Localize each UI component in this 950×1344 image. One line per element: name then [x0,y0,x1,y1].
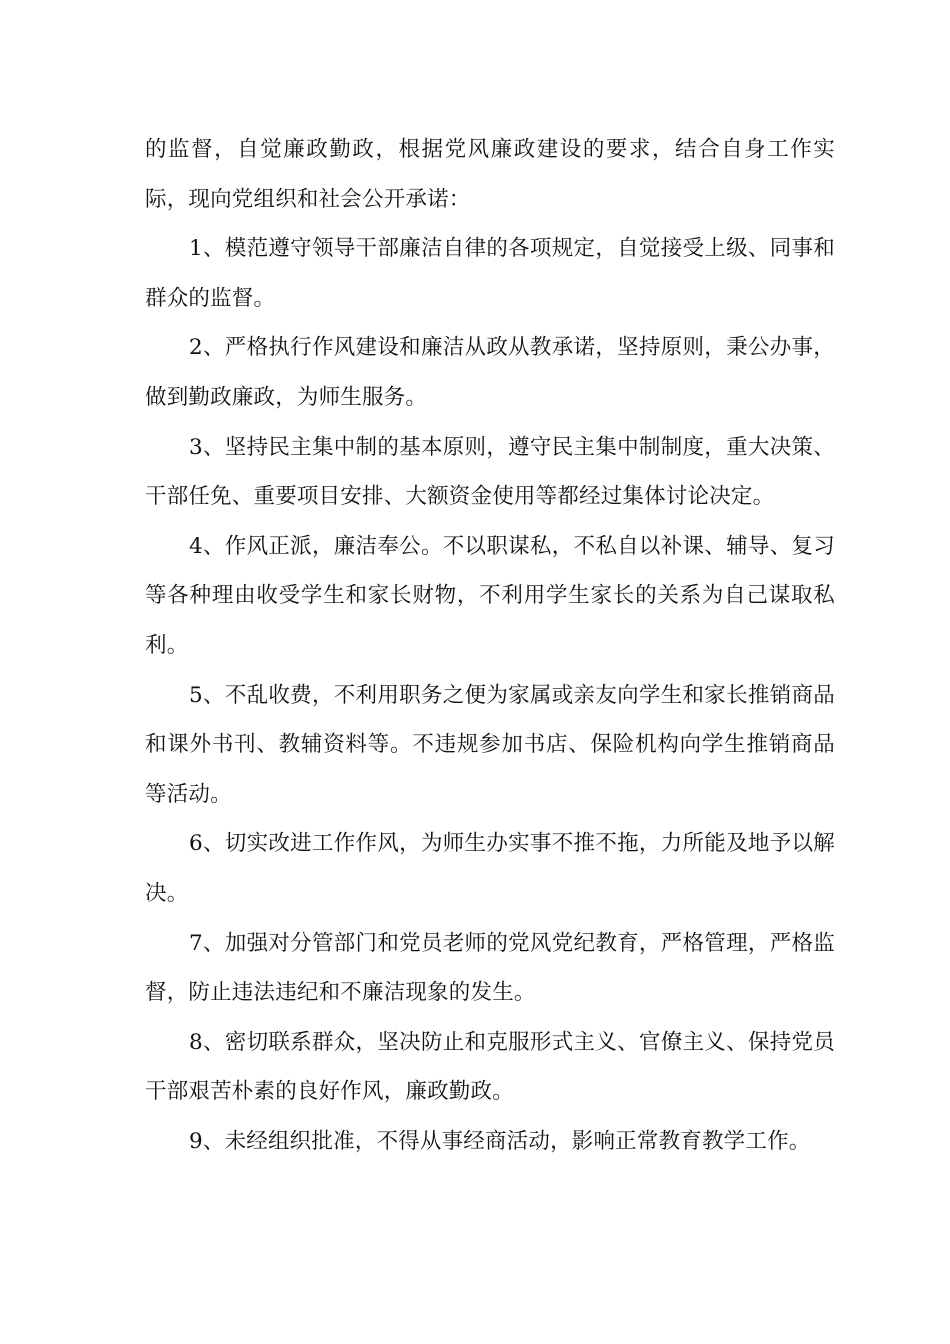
paragraph-item-3: 3、坚持民主集中制的基本原则，遵守民主集中制制度，重大决策、干部任免、重要项目安排、大额资金使用等都经过集体讨论决定。 [145,434,835,510]
paragraph-item-4: 4、作风正派，廉洁奉公。不以职谋私，不私自以补课、辅导、复习等各种理由收受学生和家长财物，不利用学生家长的关系为自己谋取私利。 [145,533,835,658]
paragraph-item-7: 7、加强对分管部门和党员老师的党风党纪教育，严格管理，严格监督，防止违法违纪和不廉洁现象的发生。 [145,930,835,1006]
paragraph-intro: 的监督，自觉廉政勤政，根据党风廉政建设的要求，结合自身工作实际，现向党组织和社会公开承诺： [145,137,835,212]
paragraph-item-2: 2、严格执行作风建设和廉洁从政从教承诺，坚持原则，秉公办事，做到勤政廉政，为师生服务。 [145,335,835,410]
document-body [145,125,835,1166]
paragraph-item-5: 5、不乱收费，不利用职务之便为家属或亲友向学生和家长推销商品和课外书刊、教辅资料等。不违规参加书店、保险机构向学生推销商品等活动。 [145,682,835,807]
paragraph-item-8: 8、密切联系群众，坚决防止和克服形式主义、官僚主义、保持党员干部艰苦朴素的良好作风，廉政勤政。 [145,1029,835,1105]
paragraph-item-1: 1、模范遵守领导干部廉洁自律的各项规定，自觉接受上级、同事和群众的监督。 [145,236,835,311]
paragraph-item-9: 9、未经组织批准，不得从事经商活动，影响正常教育教学工作。 [189,1128,811,1154]
paragraph-item-6: 6、切实改进工作作风，为师生办实事不推不拖，力所能及地予以解决。 [145,831,835,906]
